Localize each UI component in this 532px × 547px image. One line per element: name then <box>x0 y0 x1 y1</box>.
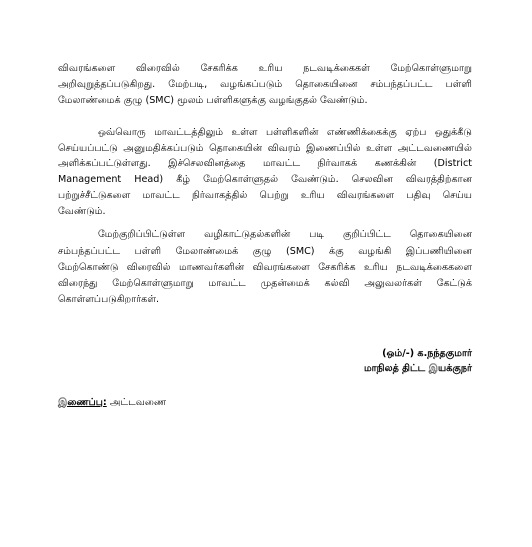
attachment-line <box>58 396 166 409</box>
signature-name: (ஒம்/-) க.நந்தகுமார் <box>382 348 472 359</box>
paragraph-3-line-5: கொள்ளப்படுகிறார்கள். <box>58 294 160 305</box>
paragraph-2-line-3: அளிக்கப்பட்டுள்ளது. இச்செலவினத்தை மாவட்ட நிர்வாகக் கணக்கின் (District <box>58 158 472 169</box>
paragraph-2-line-6: வேண்டும். <box>58 206 106 217</box>
paragraph-1-line-2: அறிவுறுத்தப்படுகிறது. மேற்படி, வழங்கப்படும் தொகையினை சம்பந்தப்பட்ட பள்ளி <box>58 79 472 90</box>
attachment-label: இணைப்பு: <box>58 397 107 408</box>
paragraph-1-line-3: மேலாண்மைக் குழு (SMC) மூலம் பள்ளிகளுக்கு வழங்குதல் வேண்டும். <box>58 95 368 106</box>
paragraph-2-line-1: ஒவ்வொரு மாவட்டத்திலும் உள்ள பள்ளிகளின் எண்ணிக்கைக்கு ஏற்ப ஒதுக்கீடு <box>98 127 472 138</box>
paragraph-3-line-4: விரைந்து மேற்கொள்ளுமாறு மாவட்ட முதன்மைக் கல்வி அலுவலர்கள் கேட்டுக் <box>58 278 472 289</box>
signature-designation: மாநிலத் திட்ட இயக்குநர் <box>363 363 472 374</box>
paragraph-2-line-4: Management Head) கீழ் மேற்கொள்ளுதல் வேண்டும். செலவின விவரத்திற்கான <box>58 174 472 185</box>
paragraph-3-line-2: சம்பந்தப்பட்ட பள்ளி மேலாண்மைக் குழு (SMC) க்கு வழங்கி இப்பணியினை <box>58 246 472 257</box>
paragraph-2-line-2: செய்யப்பட்டு அனுமதிக்கப்படும் தொகையின் விவரம் இணைப்பில் உள்ள அட்டவணையில் <box>58 143 472 154</box>
paragraph-1-line-1: விவரங்களை விரைவில் சேகரிக்க உரிய நடவடிக்கைகள் மேற்கொள்ளுமாறு <box>58 63 472 74</box>
attachment-value: அட்டவணை <box>109 397 167 408</box>
paragraph-3-line-3: மேற்கொண்டு விரைவில் மாணவர்களின் விவரங்களை சேகரிக்க உரிய நடவடிக்கைகளை <box>58 262 472 273</box>
paragraph-2-line-5: பற்றுச்சீட்டுகளை மாவட்ட நிர்வாகத்தில் பெற்று உரிய விவரங்களை பதிவு செய்ய <box>58 190 472 201</box>
paragraph-3-line-1: மேற்குறிப்பிட்டுள்ள வழிகாட்டுதல்களின் படி குறிப்பிட்ட தொகையினை <box>98 229 472 240</box>
